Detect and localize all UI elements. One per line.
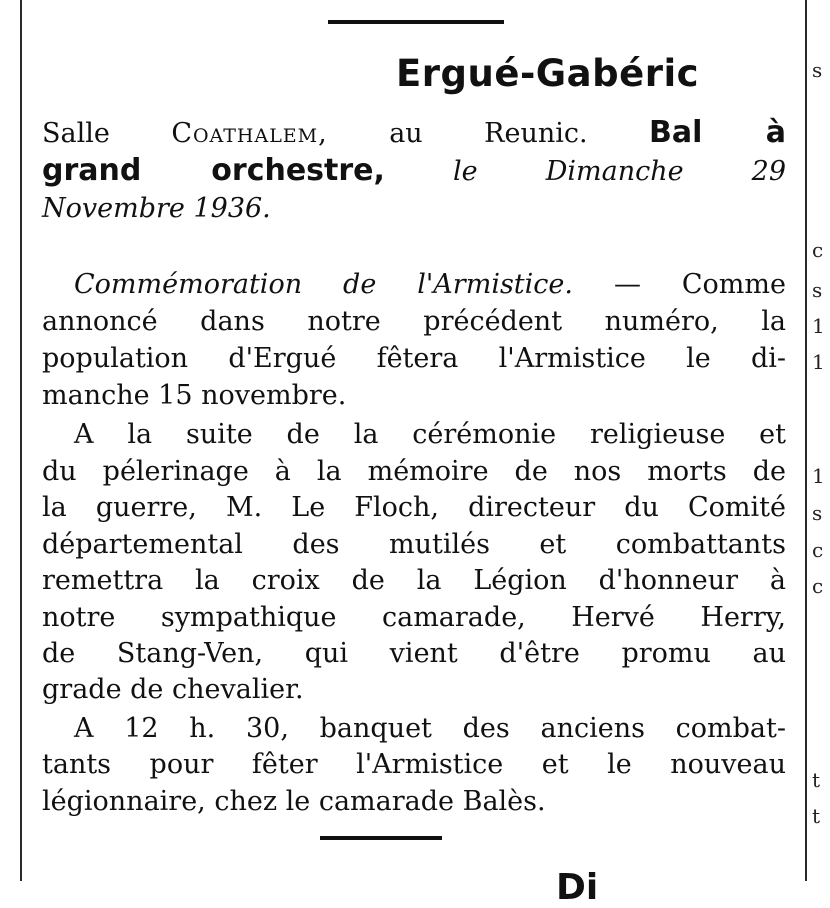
text-line: annoncé dans notre précédent numéro, la	[42, 306, 786, 337]
edge-fragment: t	[812, 804, 821, 828]
edge-fragment: t	[812, 768, 821, 792]
column-rule-right	[805, 0, 807, 881]
text-line	[42, 268, 786, 302]
text-line: légionnaire, chez le camarade Balès.	[42, 786, 546, 817]
edge-fragment: 1	[812, 464, 825, 488]
edge-fragment: s	[812, 58, 823, 82]
italic-text: le Dimanche 29	[453, 156, 787, 187]
text-run: Salle	[42, 118, 110, 149]
edge-fragment: c	[812, 574, 824, 598]
text-line: population d'Ergué fêtera l'Armistice le di-	[42, 343, 786, 374]
bold-text: Bal à	[649, 115, 786, 150]
text-line	[42, 116, 786, 150]
text-line: tants pour fêter l'Armistice et le nouveau	[42, 749, 786, 780]
text-line: Novembre 1936.	[42, 193, 271, 224]
section-divider-top	[328, 20, 504, 24]
column-rule-left	[20, 0, 22, 881]
text-line: du pélerinage à la mémoire de nos morts de	[42, 456, 786, 487]
article-heading: Ergué-Gabéric	[396, 52, 700, 95]
section-divider-bottom	[320, 836, 442, 840]
edge-fragment: 1	[812, 350, 825, 374]
italic-run-in-title: Commémoration de l'Armistice.	[74, 269, 573, 300]
text-line: A la suite de la cérémonie religieuse et	[74, 419, 786, 450]
bold-text: grand orchestre,	[42, 153, 385, 188]
edge-fragment: s	[812, 501, 823, 525]
edge-fragment: s	[812, 278, 823, 302]
text-line: de Stang-Ven, qui vient d'être promu au	[42, 638, 786, 669]
text-line: remettra la croix de la Légion d'honneur à	[42, 565, 786, 596]
text-line: grade de chevalier.	[42, 674, 304, 705]
text-line: manche 15 novembre.	[42, 380, 347, 411]
edge-fragment: c	[812, 538, 824, 562]
text-line: la guerre, M. Le Floch, directeur du Comité	[42, 492, 786, 523]
edge-fragment: c	[812, 238, 824, 262]
text-line	[42, 154, 786, 188]
edge-fragment: 1	[812, 314, 825, 338]
text-run: au Reunic.	[389, 118, 588, 149]
text-line: départemental des mutilés et combattants	[42, 529, 786, 560]
venue-name: Coathalem,	[171, 118, 328, 149]
text-run: — Comme	[613, 269, 786, 300]
next-article-heading-partial: Di	[556, 867, 599, 908]
text-line: A 12 h. 30, banquet des anciens combat-	[74, 713, 786, 744]
text-line: notre sympathique camarade, Hervé Herry,	[42, 602, 786, 633]
